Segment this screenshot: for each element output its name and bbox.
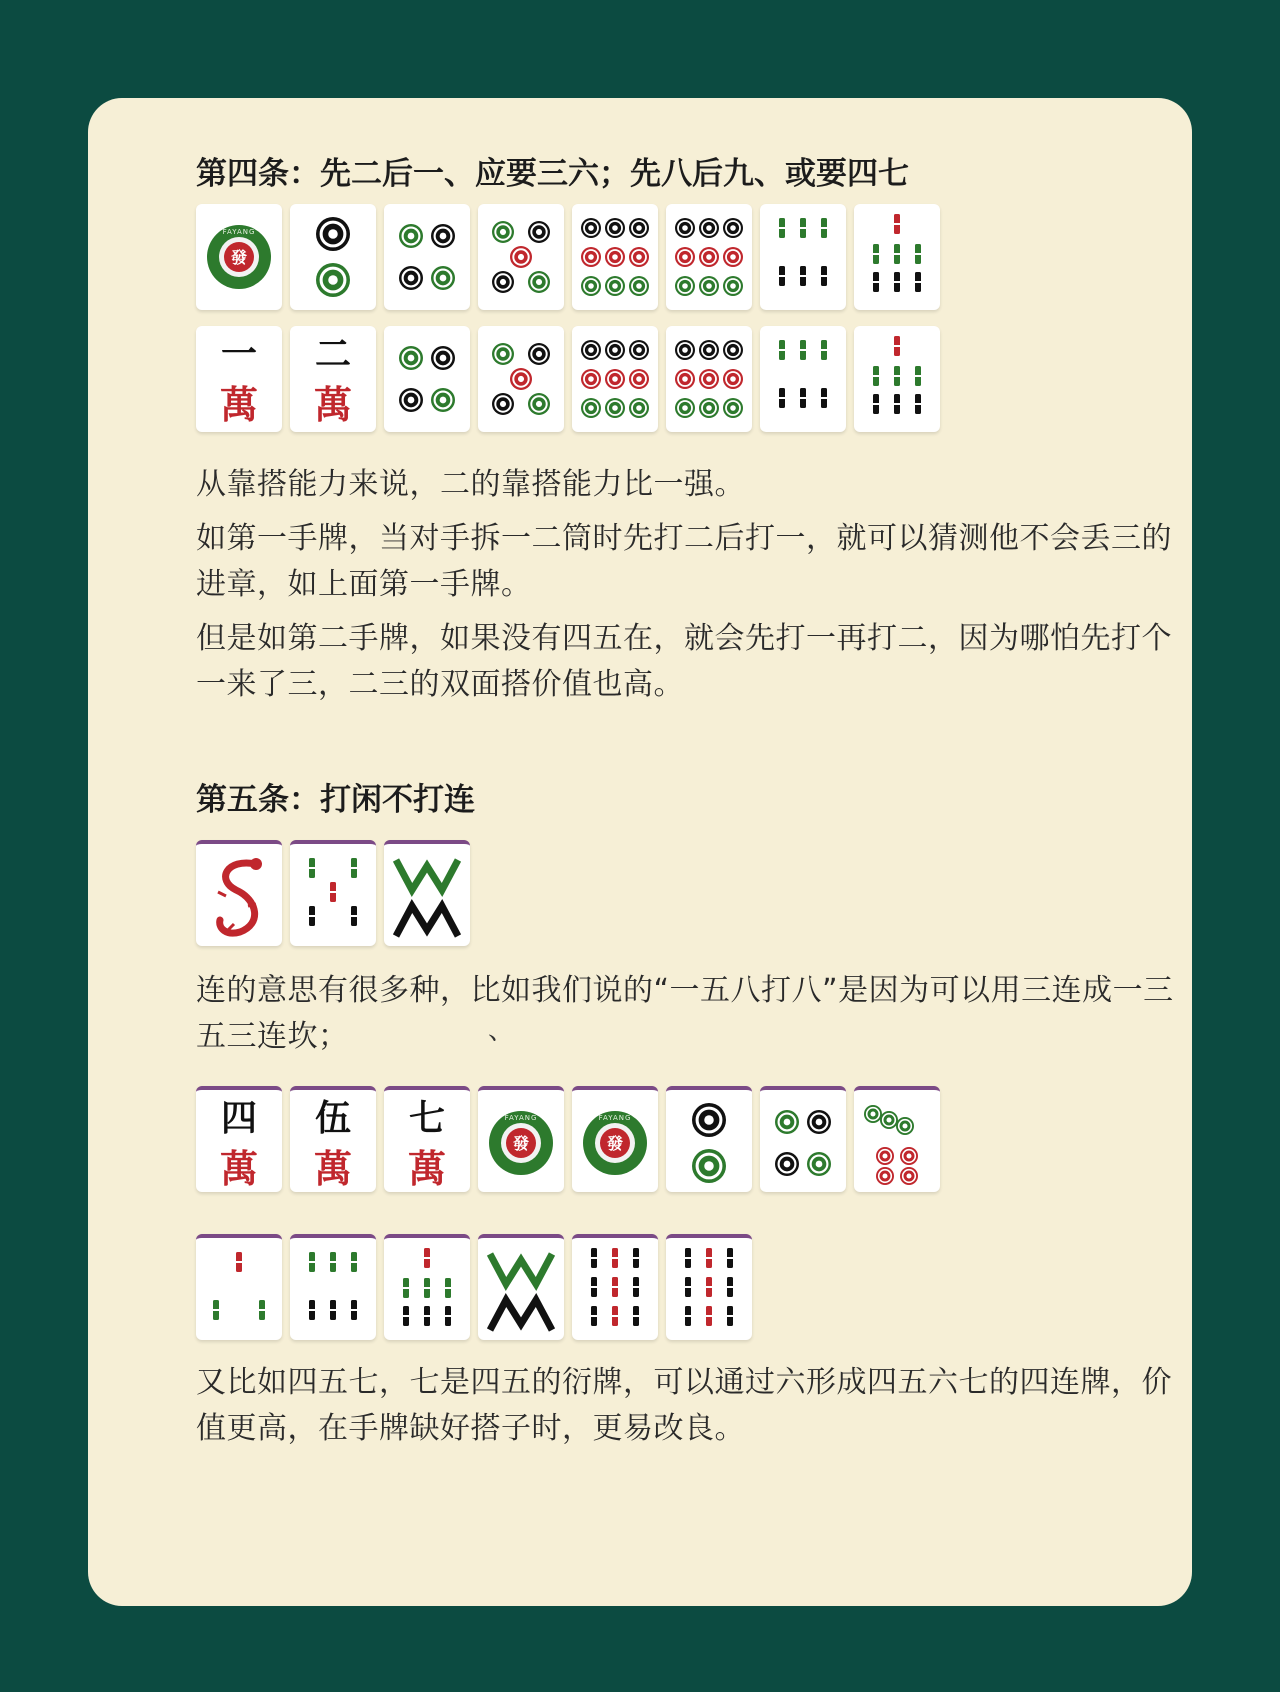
circles-5-tile [478,326,564,432]
section4-paragraph-1: 从靠搭能力来说，二的靠搭能力比一强。 [196,467,745,502]
section5-paragraph-1: 连的意思有很多种，比如我们说的“一五八打八”是因为可以用三连成一三五三连坎； [196,973,1174,1054]
svg-text:四: 四 [220,1097,258,1139]
stray-mark: 、 [488,1016,515,1046]
circles-5-tile [478,204,564,310]
wan-七-tile [384,1086,470,1192]
circles-4-tile [760,1086,846,1192]
circles-4-tile [384,326,470,432]
svg-text:伍: 伍 [314,1097,352,1139]
circles-9-tile [572,204,658,310]
circles-2-tile [290,204,376,310]
dragon-tile [196,840,282,946]
svg-text:發: 發 [230,248,248,267]
bamboo-7-tile [384,1234,470,1340]
svg-text:FAYANG: FAYANG [504,1114,538,1122]
bamboo-8-tile [384,840,470,946]
wan-二-tile [290,326,376,432]
svg-text:發: 發 [606,1134,624,1153]
green-dragon-tile [478,1086,564,1192]
svg-text:萬: 萬 [219,382,259,427]
circles-4-tile [384,204,470,310]
svg-text:一: 一 [220,333,258,375]
bamboo-8-tile [478,1234,564,1340]
svg-text:二: 二 [314,333,352,375]
bamboo-3-tile [196,1234,282,1340]
section5-paragraph-2: 又比如四五七，七是四五的衍牌，可以通过六形成四五六七的四连牌，价值更高，在手牌缺好搭子时，更易改良。 [196,1365,1172,1446]
circles-9-tile [666,204,752,310]
bamboo-7-tile [854,326,940,432]
section5-title: 第五条：打闲不打连 [196,782,475,818]
bamboo-7-tile [854,204,940,310]
svg-text:發: 發 [512,1134,530,1153]
wan-伍-tile [290,1086,376,1192]
green-dragon-tile [196,204,282,310]
green-dragon-tile [572,1086,658,1192]
section4-paragraph-2: 如第一手牌，当对手拆一二筒时先打二后打一，就可以猜测他不会丢三的进章，如上面第一手牌。 [196,521,1172,602]
bamboo-6-tile [290,1234,376,1340]
bamboo-5-tile [290,840,376,946]
svg-text:萬: 萬 [219,1146,259,1191]
content-card [88,98,1192,1606]
bamboo-6-tile [760,326,846,432]
svg-text:萬: 萬 [313,382,353,427]
bamboo-9-tile [666,1234,752,1340]
wan-四-tile [196,1086,282,1192]
circles-9-tile [666,326,752,432]
svg-text:萬: 萬 [407,1146,447,1191]
bamboo-9-tile [572,1234,658,1340]
svg-text:萬: 萬 [313,1146,353,1191]
circles-2-tile [666,1086,752,1192]
section4-paragraph-3: 但是如第二手牌，如果没有四五在，就会先打一再打二，因为哪怕先打个一来了三，二三的双面搭价值也高。 [196,621,1172,702]
svg-text:FAYANG: FAYANG [222,228,256,236]
section4-title: 第四条：先二后一、应要三六；先八后九、或要四七 [196,156,909,192]
circles-9-tile [572,326,658,432]
circles-7-tile [854,1086,940,1192]
svg-text:七: 七 [408,1097,446,1139]
svg-text:FAYANG: FAYANG [598,1114,632,1122]
bamboo-6-tile [760,204,846,310]
wan-一-tile [196,326,282,432]
